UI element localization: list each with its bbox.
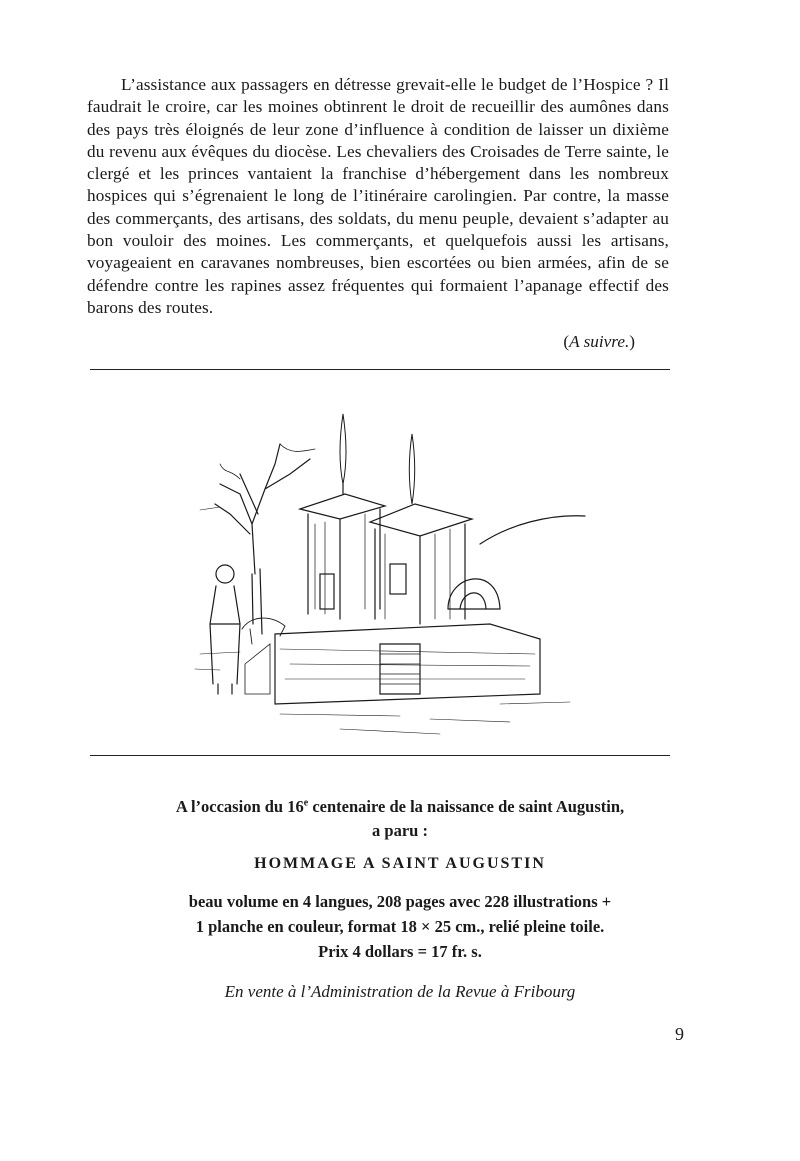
continued-text: A suivre. [569,332,630,351]
top-divider [90,369,670,370]
article-paragraph: L’assistance aux passagers en détresse grevait-elle le budget de l’Hospice ? Il faudrait le croire, car les moines obtinrent le droit de recueillir des aumônes dans des pays très éloignés de leur zone d’influence à condition de laisser un dixième du revenu aux évêques du diocèse. Les chevaliers des Croisades de Terre sainte, le clergé et les princes vantaient la franchise d’hébergement dans les nombreux hospices qui s’égrenaient le long de l’itinéraire carolingien. Par contre, la masse des commerçants, des artisans, des soldats, du menu peuple, devaient s’adapter au bon vouloir des moines. Les commerçants, et quelquefois aussi les artisans, voyageaient en caravanes nombreuses, bien escortées ou bien armées, afin de se défendre contre les rapines assez fréquentes qui formaient l’apanage effectif des barons des routes. [87,75,669,317]
advert-line-3: beau volume en 4 langues, 208 pages avec 228 illustrations + [188,892,612,911]
advert-line-4: 1 planche en couleur, format 18 × 25 cm., relié pleine toile. [195,917,605,936]
continued-note: (A suivre.) [563,332,635,351]
page-number: 9 [675,1024,684,1044]
advert-price: Prix 4 dollars = 17 fr. s. [318,942,482,961]
advert-line-2: a paru : [372,821,428,840]
hospice-sketch-illustration [180,404,590,746]
advert-line-1: A l’occasion du 16e centenaire de la naissance de saint Augustin, [175,797,625,816]
advert-footer: En vente à l’Administration de la Revue à Fribourg [224,982,576,1001]
book-title: HOMMAGE A SAINT AUGUSTIN [254,855,546,872]
bottom-divider [90,755,670,756]
